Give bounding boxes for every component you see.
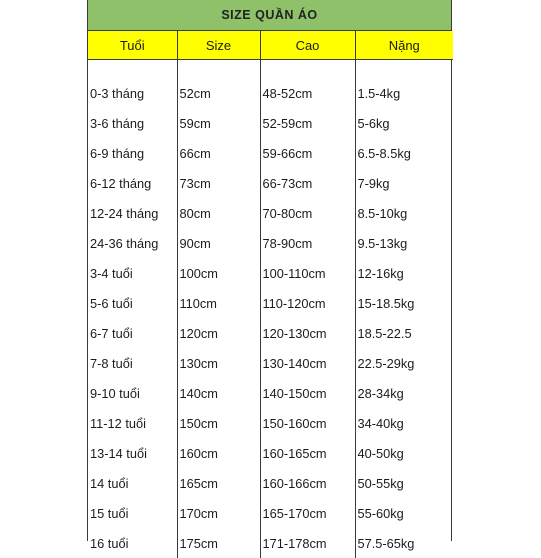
size-cell: 140cm	[177, 378, 260, 408]
table-body	[88, 60, 453, 558]
size-cell: 130cm	[177, 348, 260, 378]
weight-cell: 18.5-22.5	[355, 318, 453, 348]
table-row	[88, 138, 453, 168]
weight-cell: 57.5-65kg	[355, 528, 453, 558]
age-cell: 15 tuổi	[88, 498, 177, 528]
height-cell: 52-59cm	[260, 108, 355, 138]
weight-cell: 9.5-13kg	[355, 228, 453, 258]
height-cell: 130-140cm	[260, 348, 355, 378]
height-cell: 70-80cm	[260, 198, 355, 228]
size-cell: 59cm	[177, 108, 260, 138]
age-cell: 0-3 tháng	[88, 78, 177, 108]
table-row	[88, 498, 453, 528]
size-cell: 110cm	[177, 288, 260, 318]
size-cell: 100cm	[177, 258, 260, 288]
size-cell: 73cm	[177, 168, 260, 198]
age-cell: 6-9 tháng	[88, 138, 177, 168]
age-cell: 3-4 tuổi	[88, 258, 177, 288]
weight-cell: 15-18.5kg	[355, 288, 453, 318]
size-cell: 170cm	[177, 498, 260, 528]
table-row	[88, 348, 453, 378]
size-cell: 80cm	[177, 198, 260, 228]
age-cell: 24-36 tháng	[88, 228, 177, 258]
weight-cell: 12-16kg	[355, 258, 453, 288]
table-row	[88, 78, 453, 108]
age-cell: 6-7 tuổi	[88, 318, 177, 348]
weight-cell: 7-9kg	[355, 168, 453, 198]
weight-cell: 5-6kg	[355, 108, 453, 138]
age-cell: 16 tuổi	[88, 528, 177, 558]
age-cell: 7-8 tuổi	[88, 348, 177, 378]
weight-cell: 8.5-10kg	[355, 198, 453, 228]
weight-cell: 6.5-8.5kg	[355, 138, 453, 168]
age-cell: 9-10 tuổi	[88, 378, 177, 408]
header-age: Tuổi	[88, 31, 177, 60]
weight-cell: 28-34kg	[355, 378, 453, 408]
age-cell: 14 tuổi	[88, 468, 177, 498]
spacer-row	[88, 60, 453, 79]
table-row	[88, 528, 453, 558]
height-cell: 165-170cm	[260, 498, 355, 528]
weight-cell: 22.5-29kg	[355, 348, 453, 378]
height-cell: 120-130cm	[260, 318, 355, 348]
age-cell: 5-6 tuổi	[88, 288, 177, 318]
height-cell: 140-150cm	[260, 378, 355, 408]
table-row	[88, 288, 453, 318]
table-row	[88, 318, 453, 348]
weight-cell: 1.5-4kg	[355, 78, 453, 108]
size-cell: 175cm	[177, 528, 260, 558]
header-row	[88, 31, 453, 60]
height-cell: 110-120cm	[260, 288, 355, 318]
height-cell: 150-160cm	[260, 408, 355, 438]
header-height: Cao	[260, 31, 355, 60]
weight-cell: 40-50kg	[355, 438, 453, 468]
height-cell: 66-73cm	[260, 168, 355, 198]
height-cell: 171-178cm	[260, 528, 355, 558]
chart-title: SIZE QUẦN ÁO	[88, 0, 451, 31]
size-cell: 165cm	[177, 468, 260, 498]
size-cell: 90cm	[177, 228, 260, 258]
size-table	[88, 31, 453, 558]
age-cell: 13-14 tuổi	[88, 438, 177, 468]
height-cell: 78-90cm	[260, 228, 355, 258]
table-row	[88, 378, 453, 408]
size-chart-sheet	[87, 0, 452, 541]
table-row	[88, 198, 453, 228]
table-row	[88, 168, 453, 198]
table-row	[88, 408, 453, 438]
header-weight: Nặng	[355, 31, 453, 60]
size-cell: 150cm	[177, 408, 260, 438]
table-row	[88, 108, 453, 138]
height-cell: 160-165cm	[260, 438, 355, 468]
table-row	[88, 468, 453, 498]
height-cell: 59-66cm	[260, 138, 355, 168]
size-cell: 52cm	[177, 78, 260, 108]
weight-cell: 34-40kg	[355, 408, 453, 438]
header-size: Size	[177, 31, 260, 60]
size-cell: 66cm	[177, 138, 260, 168]
height-cell: 160-166cm	[260, 468, 355, 498]
table-row	[88, 228, 453, 258]
size-cell: 160cm	[177, 438, 260, 468]
table-row	[88, 258, 453, 288]
height-cell: 100-110cm	[260, 258, 355, 288]
age-cell: 12-24 tháng	[88, 198, 177, 228]
height-cell: 48-52cm	[260, 78, 355, 108]
weight-cell: 55-60kg	[355, 498, 453, 528]
table-row	[88, 438, 453, 468]
age-cell: 3-6 tháng	[88, 108, 177, 138]
age-cell: 11-12 tuổi	[88, 408, 177, 438]
age-cell: 6-12 tháng	[88, 168, 177, 198]
weight-cell: 50-55kg	[355, 468, 453, 498]
size-cell: 120cm	[177, 318, 260, 348]
